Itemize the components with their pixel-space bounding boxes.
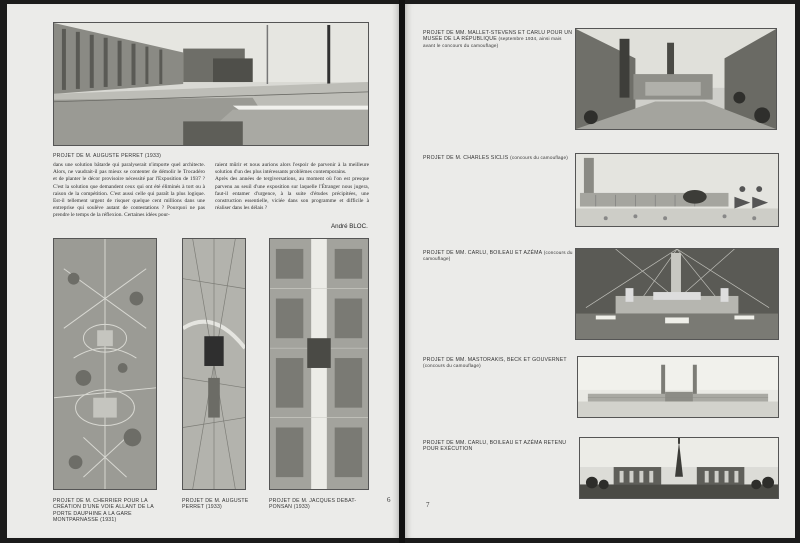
project-caption-4-sub: (concours du camouflage) bbox=[423, 363, 481, 369]
project-caption-2 bbox=[423, 155, 573, 161]
left-page bbox=[7, 4, 399, 538]
perret-photo-caption: PROJET DE M. AUGUSTE PERRET (1933) bbox=[53, 153, 162, 159]
project-caption-3-main: PROJET DE MM. CARLU, BOILEAU ET AZÉMA bbox=[423, 250, 543, 256]
carlu-boileau-azema-executed-photo bbox=[579, 437, 779, 499]
perret-map-plate bbox=[182, 238, 246, 490]
project-caption-5 bbox=[423, 440, 573, 453]
project-caption-5-main: PROJET DE MM. CARLU, BOILEAU ET AZÉMA RETENU POUR EXÉCUTION bbox=[423, 440, 567, 453]
project-caption-1 bbox=[423, 30, 573, 49]
article-text-column-2: raient mûrir et nous aurions alors l'espoir de parvenir à la meilleure solution d'un des plus intéressants problèmes contemporains. Après des années de tergiversations, au moment où l'on est presque parvenu au seuil d'une exposition sur laquelle l'Étranger nous jugera, faut-il entamer d'urgence, à la suite d'études précipitées, une construction essentielle, viciée dans son programme et difficile à réaliser dans les délais ? bbox=[215, 162, 369, 212]
page-number-right: 7 bbox=[426, 501, 430, 509]
project-caption-2-main: PROJET DE M. CHARLES SICLIS bbox=[423, 155, 509, 161]
charles-siclis-photo bbox=[575, 153, 779, 227]
article-text-column-1: dans une solution bâtarde qui paralyserait n'importe quel architecte. Alors, ne vaudrait-il pas mieux se contenter de démolir le Trocadéro et de planter le décor provisoire nécessité par l'Exposition de 1937 ? C'est la solution que demandent ceux qui ont été éliminés à tort ou à raison de la compétition. C'est aussi celle qui paraît la plus logique. Est-il tellement urgent de risquer quelque cent millions dans une entreprise qui soulève autant de contestations ? Pourquoi ne pas prendre le temps de la réflexion. Certaines idées pour- bbox=[53, 162, 205, 219]
project-caption-4-main: PROJET DE MM. MASTORAKIS, BECK ET GOUVERNET bbox=[423, 357, 567, 363]
cherrier-map-caption: PROJET DE M. CHERRIER POUR LA CRÉATION D'UNE VOIE ALLANT DE LA PORTE DAUPHINE A LA GARE MONTPARNASSE (1931) bbox=[53, 498, 154, 524]
carlu-boileau-azema-competition-photo bbox=[575, 248, 779, 340]
project-caption-3-sub: (concours du camouflage) bbox=[423, 250, 573, 262]
debat-ponsan-map-plate bbox=[269, 238, 369, 490]
project-caption-4 bbox=[423, 357, 573, 370]
perret-map-caption: PROJET DE M. AUGUSTE PERRET (1933) bbox=[182, 498, 249, 511]
debat-ponsan-map-caption: PROJET DE M. JACQUES DEBAT-PONSAN (1933) bbox=[269, 498, 357, 511]
mallet-stevens-carlu-photo bbox=[575, 28, 777, 130]
cherrier-map-plate bbox=[53, 238, 157, 490]
author-signature: André BLOC. bbox=[331, 223, 368, 230]
project-caption-1-main: PROJET DE MM. MALLET-STEVENS ET CARLU POUR UN MUSÉE DE LA RÉPUBLIQUE bbox=[423, 30, 573, 43]
mastorakis-beck-gouvernet-photo bbox=[577, 356, 779, 418]
right-page bbox=[405, 4, 795, 538]
project-caption-1-sub: (septembre 1934, ainsi mais avant le concours du camouflage) bbox=[423, 36, 562, 48]
project-caption-3 bbox=[423, 250, 573, 263]
page-number-left: 6 bbox=[387, 496, 391, 504]
perret-project-photo bbox=[53, 22, 369, 146]
project-caption-2-sub: (concours du camouflage) bbox=[510, 155, 569, 160]
